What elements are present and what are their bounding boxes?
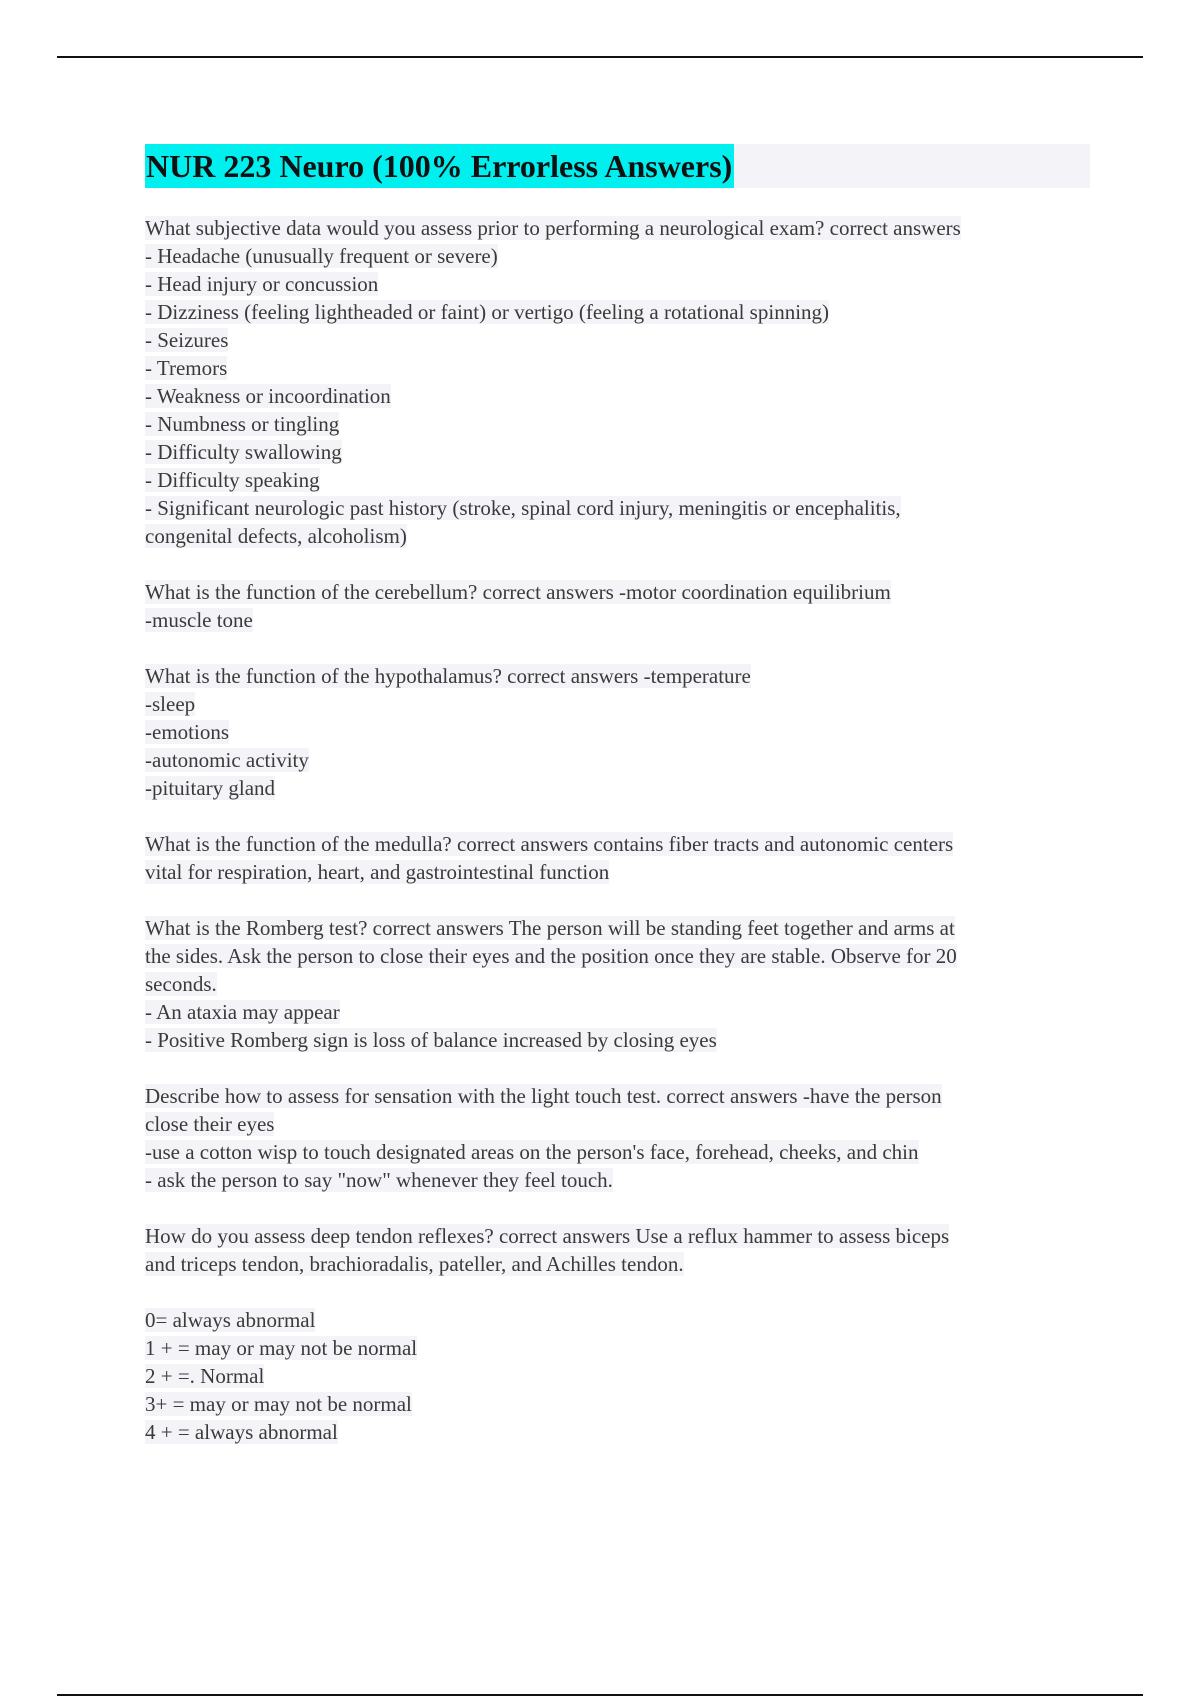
text-line xyxy=(145,578,1090,606)
text-line-content: - Numbness or tingling xyxy=(145,412,340,436)
bottom-rule xyxy=(57,1694,1143,1696)
text-line xyxy=(145,494,1090,522)
text-line xyxy=(145,466,1090,494)
document-title: NUR 223 Neuro (100% Errorless Answers) xyxy=(145,144,734,188)
text-line xyxy=(145,718,1090,746)
text-line xyxy=(145,1138,1090,1166)
text-line xyxy=(145,914,1090,942)
text-line-content: -use a cotton wisp to touch designated areas on the person's face, forehead, cheeks, and chin xyxy=(145,1140,919,1164)
text-line xyxy=(145,746,1090,774)
qa-block xyxy=(145,830,1090,886)
text-line xyxy=(145,326,1090,354)
qa-block xyxy=(145,1306,1090,1446)
text-line-content: What subjective data would you assess prior to performing a neurological exam? correct answers xyxy=(145,216,961,240)
qa-block xyxy=(145,1222,1090,1278)
text-line xyxy=(145,662,1090,690)
text-line xyxy=(145,1390,1090,1418)
text-line xyxy=(145,606,1090,634)
text-line xyxy=(145,1166,1090,1194)
text-line-content: - Significant neurologic past history (stroke, spinal cord injury, meningitis or encephalitis, xyxy=(145,496,901,520)
text-line-content: - Weakness or incoordination xyxy=(145,384,391,408)
text-line xyxy=(145,858,1090,886)
text-line-content: 2 + =. Normal xyxy=(145,1364,265,1388)
text-line xyxy=(145,1418,1090,1446)
text-line xyxy=(145,1250,1090,1278)
text-line-content: - Difficulty swallowing xyxy=(145,440,342,464)
title-row xyxy=(145,144,1090,188)
text-line-content: 4 + = always abnormal xyxy=(145,1420,338,1444)
text-line xyxy=(145,1026,1090,1054)
text-line xyxy=(145,298,1090,326)
text-line-content: - ask the person to say "now" whenever they feel touch. xyxy=(145,1168,613,1192)
text-line xyxy=(145,522,1090,550)
text-line xyxy=(145,270,1090,298)
text-line-content: Describe how to assess for sensation with the light touch test. correct answers -have the person xyxy=(145,1084,942,1108)
qa-section xyxy=(145,214,1090,1446)
text-line xyxy=(145,354,1090,382)
qa-block xyxy=(145,1082,1090,1194)
text-line-content: -muscle tone xyxy=(145,608,253,632)
text-line xyxy=(145,970,1090,998)
text-line-content: - Difficulty speaking xyxy=(145,468,320,492)
text-line-content: What is the function of the medulla? correct answers contains fiber tracts and autonomic centers xyxy=(145,832,954,856)
text-line-content: vital for respiration, heart, and gastrointestinal function xyxy=(145,860,610,884)
text-line-content: 1 + = may or may not be normal xyxy=(145,1336,418,1360)
text-line-content: - Headache (unusually frequent or severe) xyxy=(145,244,498,268)
text-line-content: How do you assess deep tendon reflexes? correct answers Use a reflux hammer to assess biceps xyxy=(145,1224,950,1248)
text-line xyxy=(145,774,1090,802)
text-line xyxy=(145,1362,1090,1390)
text-line-content: the sides. Ask the person to close their eyes and the position once they are stable. Observe for 20 xyxy=(145,944,957,968)
qa-block xyxy=(145,214,1090,550)
text-line-content: - Tremors xyxy=(145,356,228,380)
text-line-content: close their eyes xyxy=(145,1112,275,1136)
text-line xyxy=(145,1082,1090,1110)
top-rule xyxy=(57,56,1143,58)
text-line-content: What is the Romberg test? correct answers The person will be standing feet together and arms at xyxy=(145,916,955,940)
text-line-content: - An ataxia may appear xyxy=(145,1000,340,1024)
text-line-content: - Positive Romberg sign is loss of balance increased by closing eyes xyxy=(145,1028,717,1052)
text-line-content: -autonomic activity xyxy=(145,748,309,772)
text-line-content: What is the function of the cerebellum? correct answers -motor coordination equilibrium xyxy=(145,580,891,604)
text-line xyxy=(145,690,1090,718)
text-line-content: -emotions xyxy=(145,720,229,744)
text-line-content: - Dizziness (feeling lightheaded or faint) or vertigo (feeling a rotational spinning) xyxy=(145,300,830,324)
qa-block xyxy=(145,578,1090,634)
text-line-content: -pituitary gland xyxy=(145,776,276,800)
text-line xyxy=(145,1222,1090,1250)
document-body xyxy=(145,144,1090,1474)
text-line xyxy=(145,214,1090,242)
text-line-content: 0= always abnormal xyxy=(145,1308,316,1332)
text-line xyxy=(145,382,1090,410)
text-line xyxy=(145,942,1090,970)
text-line xyxy=(145,830,1090,858)
text-line-content: - Seizures xyxy=(145,328,229,352)
text-line-content: 3+ = may or may not be normal xyxy=(145,1392,412,1416)
text-line-content: - Head injury or concussion xyxy=(145,272,379,296)
qa-block xyxy=(145,914,1090,1054)
text-line-content: seconds. xyxy=(145,972,217,996)
text-line-content: -sleep xyxy=(145,692,196,716)
text-line-content: and triceps tendon, brachioradalis, pateller, and Achilles tendon. xyxy=(145,1252,684,1276)
text-line xyxy=(145,1334,1090,1362)
qa-block xyxy=(145,662,1090,802)
text-line xyxy=(145,410,1090,438)
text-line-content: congenital defects, alcoholism) xyxy=(145,524,407,548)
text-line xyxy=(145,1306,1090,1334)
text-line xyxy=(145,1110,1090,1138)
text-line xyxy=(145,242,1090,270)
text-line-content: What is the function of the hypothalamus? correct answers -temperature xyxy=(145,664,751,688)
text-line xyxy=(145,438,1090,466)
text-line xyxy=(145,998,1090,1026)
